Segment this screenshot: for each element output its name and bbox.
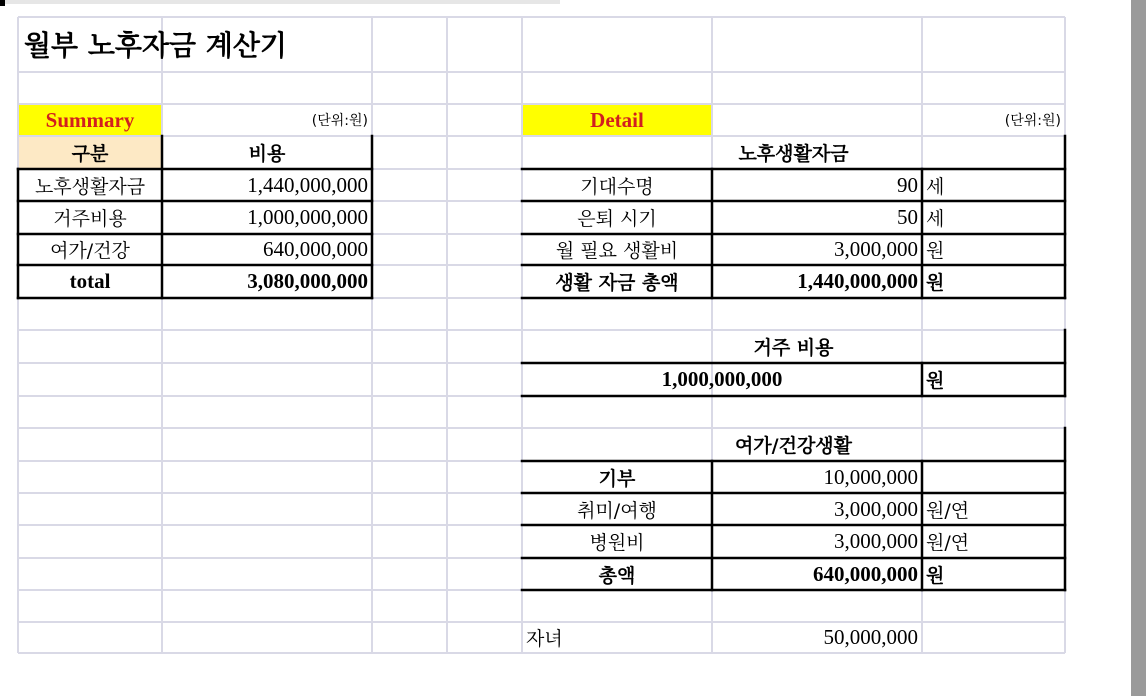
leisure-row-label: 기부 (598, 467, 636, 490)
living-row-unit: 세 (926, 208, 945, 230)
scrollbar-gap (1128, 0, 1131, 696)
living-row-unit: 원 (926, 240, 945, 262)
leisure-total-label: 총액 (598, 564, 636, 587)
leisure-row-unit: 원/연 (926, 532, 970, 554)
leisure-total-value: 640,000,000 (813, 561, 918, 586)
housing-header: 거주 비용 (753, 337, 834, 359)
summary-row-value: 640,000,000 (263, 237, 368, 261)
summary-total-value: 3,080,000,000 (247, 269, 368, 293)
summary-unit: (단위:원) (311, 113, 368, 129)
living-fund-header: 노후생활자금 (738, 143, 849, 165)
detail-unit: (단위:원) (1004, 113, 1061, 129)
living-total-label: 생활 자금 총액 (555, 272, 679, 294)
leisure-row-label: 병원비 (589, 532, 645, 554)
summary-total-label: total (69, 269, 111, 293)
summary-row-value: 1,000,000,000 (247, 205, 368, 229)
housing-unit: 원 (926, 370, 945, 392)
summary-header-category: 구분 (71, 143, 109, 165)
children-label: 자녀 (526, 628, 563, 650)
living-row-unit: 세 (926, 175, 945, 198)
living-total-value: 1,440,000,000 (797, 269, 918, 293)
window-scrollbar[interactable] (1130, 0, 1146, 696)
leisure-row-value: 10,000,000 (823, 464, 918, 489)
leisure-row-unit: 원/연 (926, 499, 970, 522)
leisure-row-value: 3,000,000 (834, 529, 918, 553)
children-value: 50,000,000 (823, 625, 918, 649)
living-row-label: 월 필요 생활비 (555, 240, 679, 262)
living-row-label: 은퇴 시기 (577, 208, 657, 230)
living-row-value: 50 (897, 205, 918, 229)
housing-value: 1,000,000,000 (661, 367, 783, 391)
living-total-unit: 원 (926, 272, 945, 294)
summary-row-name: 거주비용 (53, 208, 127, 230)
leisure-row-label: 취미/여행 (577, 499, 657, 522)
summary-label: Summary (45, 107, 135, 132)
leisure-total-unit: 원 (926, 564, 945, 587)
summary-row-value: 1,440,000,000 (247, 172, 368, 197)
detail-label: Detail (590, 107, 644, 132)
summary-row-name: 여가/건강 (50, 240, 130, 262)
leisure-header: 여가/건강생활 (734, 435, 853, 457)
living-row-value: 3,000,000 (834, 237, 918, 261)
summary-row-name: 노후생활자금 (34, 175, 146, 198)
page-title: 월부 노후자금 계산기 (24, 29, 287, 62)
living-row-value: 90 (897, 172, 918, 197)
leisure-row-value: 3,000,000 (834, 496, 918, 521)
living-row-label: 기대수명 (580, 175, 654, 198)
summary-header-cost: 비용 (248, 143, 286, 165)
